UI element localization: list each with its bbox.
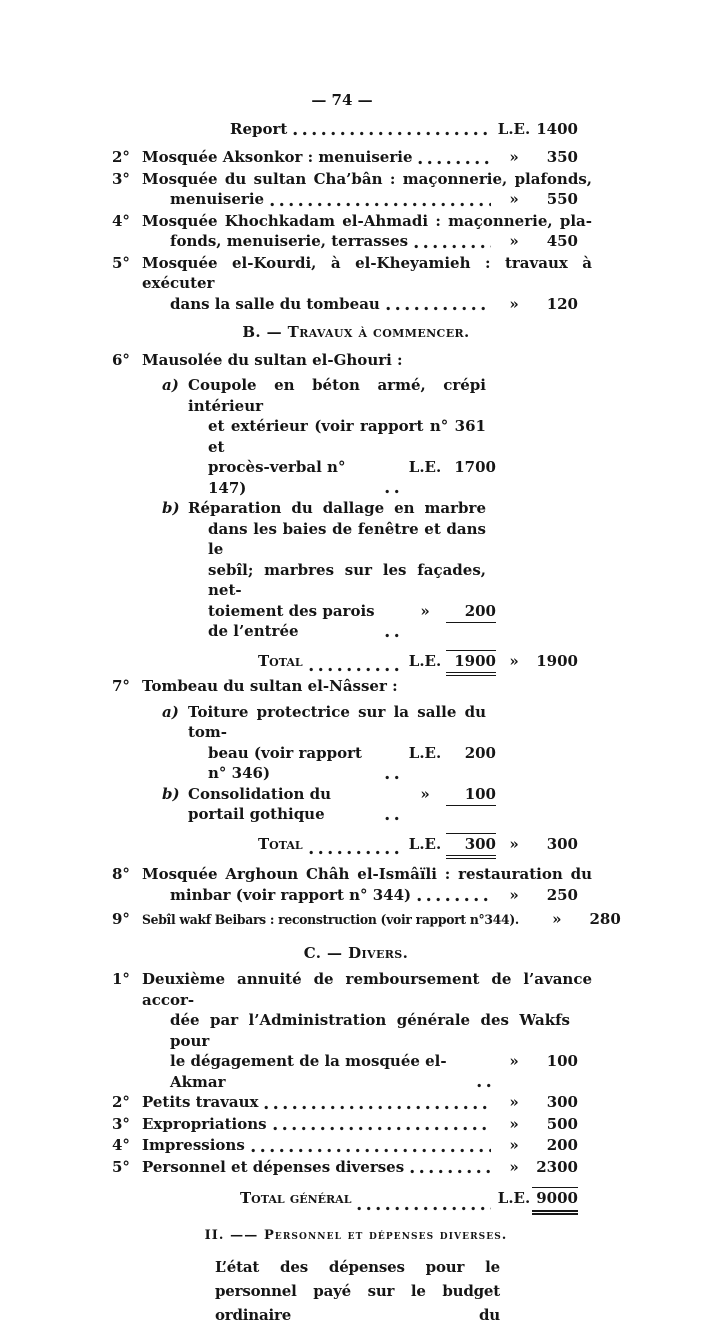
dot-leader (477, 1083, 491, 1088)
currency-label: » (509, 232, 519, 250)
line-item-row (112, 416, 600, 457)
amount-value: 500 (546, 1114, 578, 1133)
item-number: 4° (112, 1136, 130, 1154)
item-number: 6° (112, 350, 130, 369)
amount-value: 1900 (536, 651, 578, 670)
currency-label: » (509, 885, 519, 904)
item-text: procès-verbal n° 147) (208, 458, 346, 497)
section-header-row (112, 943, 600, 964)
item-text: dans les baies de fenêtre et dans le (208, 519, 486, 558)
item-text: Mosquée Aksonkor : menuiserie (142, 148, 413, 166)
inner-currency-label: » (420, 601, 430, 620)
dot-leader (418, 160, 491, 165)
dot-leader (293, 131, 491, 136)
item-text: Personnel et dépenses diverses (142, 1157, 405, 1176)
amount-value: 280 (589, 910, 621, 928)
amount-value: 300 (546, 834, 578, 853)
dot-leader (385, 489, 399, 494)
currency-label: » (509, 148, 519, 166)
total-row (112, 1187, 600, 1215)
inner-amount-value: 200 (464, 743, 496, 762)
item-text: le dégagement de la mosquée el-Akmar (170, 1052, 447, 1091)
item-text: Sebîl wakf Beibars : reconstruction (voir rapport n°344). (142, 913, 519, 928)
item-number: 9° (112, 910, 130, 928)
item-text: Expropriations (142, 1114, 267, 1133)
subsection-heading: II. —— Personnel et dépenses diverses. (204, 1227, 508, 1243)
currency-label: L.E. (497, 1189, 531, 1207)
line-item-row (112, 211, 600, 232)
currency-label: » (509, 294, 519, 313)
item-text: Tombeau du sultan el-Nâsser : (142, 677, 398, 695)
line-item-row (112, 519, 600, 560)
dot-leader (414, 244, 491, 249)
amount-value: 250 (546, 885, 578, 904)
dot-leader (264, 1105, 491, 1110)
amount-value: 200 (546, 1136, 578, 1154)
amount-value: 9000 (532, 1187, 578, 1215)
line-item-row (112, 560, 600, 601)
dot-leader (309, 667, 399, 672)
sub-item-letter: a) (162, 702, 179, 721)
currency-label: » (509, 1136, 519, 1154)
line-item-row (112, 1092, 600, 1114)
line-item-row (112, 1010, 600, 1051)
item-text: Report (230, 119, 288, 138)
item-text: et extérieur (voir rapport n° 361 et (208, 417, 486, 456)
item-text: Total général (240, 1189, 352, 1207)
content-block (112, 90, 621, 1327)
item-number: 3° (112, 1114, 130, 1133)
item-text: dans la salle du tombeau (170, 294, 380, 313)
inner-amount-value: 200 (446, 601, 496, 624)
item-text: Deuxième annuité de remboursement de l’avance accor- (142, 970, 592, 1009)
line-item-row (112, 147, 600, 169)
sub-item-letter: a) (162, 376, 179, 394)
currency-label: » (509, 1052, 519, 1070)
item-number: 5° (112, 1157, 130, 1176)
item-text: dée par l’Administration générale des Wakfs pour (170, 1011, 570, 1050)
page-number-row (112, 90, 600, 111)
item-number: 4° (112, 211, 130, 230)
dot-leader (385, 775, 399, 780)
dot-leader (270, 202, 491, 207)
section-header: B. — Travaux à commencer. (242, 323, 470, 341)
section-header: C. — Divers. (303, 943, 409, 962)
dot-leader (417, 897, 491, 902)
line-item-row (112, 1157, 600, 1179)
item-text: Coupole en béton armé, crépi intérieur (188, 376, 486, 415)
item-text: Petits travaux (142, 1093, 259, 1111)
item-text: Mosquée Arghoun Châh el-Ismâïli : restauration du (142, 865, 592, 883)
dot-leader (273, 1126, 491, 1131)
line-item-row (112, 676, 600, 697)
item-text: Total (258, 651, 303, 670)
dot-leader (385, 633, 399, 638)
dot-leader (410, 1169, 491, 1174)
total-row (112, 650, 600, 677)
inner-amount-value: 100 (446, 784, 496, 807)
inner-amount-value: 1700 (454, 458, 496, 476)
outer-amount-placeholder (532, 798, 578, 799)
item-number: 1° (112, 970, 130, 988)
item-text: toiement des parois de l’entrée (208, 601, 375, 640)
line-item-row (112, 864, 600, 885)
body-paragraph: L’état des dépenses pour le personnel payé sur le budget ordinaire du (215, 1258, 500, 1324)
line-item-row (112, 1114, 600, 1136)
currency-label: » (509, 1157, 519, 1176)
line-item-row (112, 601, 600, 642)
item-text: fonds, menuiserie, terrasses (170, 232, 409, 250)
item-number: 5° (112, 253, 130, 272)
line-item-row (112, 169, 600, 190)
line-item-row (112, 1135, 600, 1157)
line-item-row (112, 231, 600, 253)
dot-leader (385, 816, 399, 821)
item-text: Toiture protectrice sur la salle du tom- (188, 702, 486, 741)
dot-leader (386, 306, 491, 311)
amount-value: 1400 (536, 119, 578, 138)
dot-leader (357, 1206, 491, 1211)
item-number: 2° (112, 148, 130, 166)
currency-label: » (509, 190, 519, 208)
dot-leader (251, 1148, 491, 1153)
item-text: Mosquée Khochkadam el-Ahmadi : maçonnerie, pla- (142, 211, 592, 230)
item-text: sebîl; marbres sur les façades, net- (208, 560, 486, 599)
line-item-row (112, 350, 600, 371)
line-item-row (112, 457, 600, 498)
item-text: Mosquée el-Kourdi, à el-Kheyamieh : travaux à exécuter (142, 253, 592, 292)
inner-currency-label: » (420, 784, 430, 803)
currency-label: » (509, 651, 519, 670)
currency-label: » (509, 834, 519, 853)
item-text: Mosquée du sultan Cha’bân : maçonnerie, plafonds, (142, 169, 592, 188)
amount-value: 120 (546, 294, 578, 313)
inner-currency-label: L.E. (408, 651, 442, 670)
line-item-row (112, 909, 621, 932)
inner-currency-label: L.E. (408, 834, 442, 853)
amount-value: 550 (546, 190, 578, 208)
amount-value: 300 (546, 1093, 578, 1111)
line-item-row (112, 784, 600, 825)
total-row (112, 833, 600, 860)
inner-amount-value: 1900 (446, 650, 496, 677)
dot-leader (309, 850, 399, 855)
item-number: 2° (112, 1093, 130, 1111)
sub-item-letter: b) (162, 499, 180, 517)
subsection-heading-row (112, 1226, 600, 1247)
line-item-row (112, 119, 600, 141)
item-text: Impressions (142, 1136, 245, 1154)
amount-value: 450 (546, 232, 578, 250)
line-item-row (112, 375, 600, 416)
line-item-row (112, 294, 600, 316)
sub-item-letter: b) (162, 784, 180, 803)
amount-value: 350 (546, 148, 578, 166)
section-header-row (112, 322, 600, 343)
item-text: Total (258, 834, 303, 853)
line-item-row (112, 1051, 600, 1092)
currency-label: » (509, 1114, 519, 1133)
inner-amount-value: 300 (446, 833, 496, 860)
item-text: Mausolée du sultan el-Ghouri : (142, 350, 403, 369)
line-item-row (112, 969, 600, 1010)
line-item-row (112, 743, 600, 784)
item-number: 8° (112, 865, 130, 883)
item-text: Réparation du dallage en marbre (188, 499, 486, 517)
currency-label: L.E. (497, 119, 531, 138)
line-item-row (112, 702, 600, 743)
outer-amount-placeholder (532, 471, 578, 472)
item-text: Consolidation du portail gothique (188, 784, 332, 823)
line-item-row (112, 253, 600, 294)
page-number: — 74 — (311, 91, 373, 109)
line-item-row (112, 498, 600, 519)
inner-currency-label: L.E. (408, 458, 442, 476)
amount-value: 2300 (536, 1157, 578, 1176)
currency-label: » (509, 1093, 519, 1111)
line-item-row (112, 885, 600, 907)
item-text: minbar (voir rapport n° 344) (170, 885, 412, 904)
currency-label: » (552, 910, 562, 928)
inner-currency-label: L.E. (408, 743, 442, 762)
item-text: menuiserie (170, 190, 265, 208)
item-text: beau (voir rapport n° 346) (208, 743, 362, 782)
amount-value: 100 (546, 1052, 578, 1070)
line-item-row (112, 189, 600, 211)
outer-amount-placeholder (532, 757, 578, 758)
outer-amount-placeholder (532, 615, 578, 616)
item-number: 7° (112, 677, 130, 695)
item-number: 3° (112, 169, 130, 188)
